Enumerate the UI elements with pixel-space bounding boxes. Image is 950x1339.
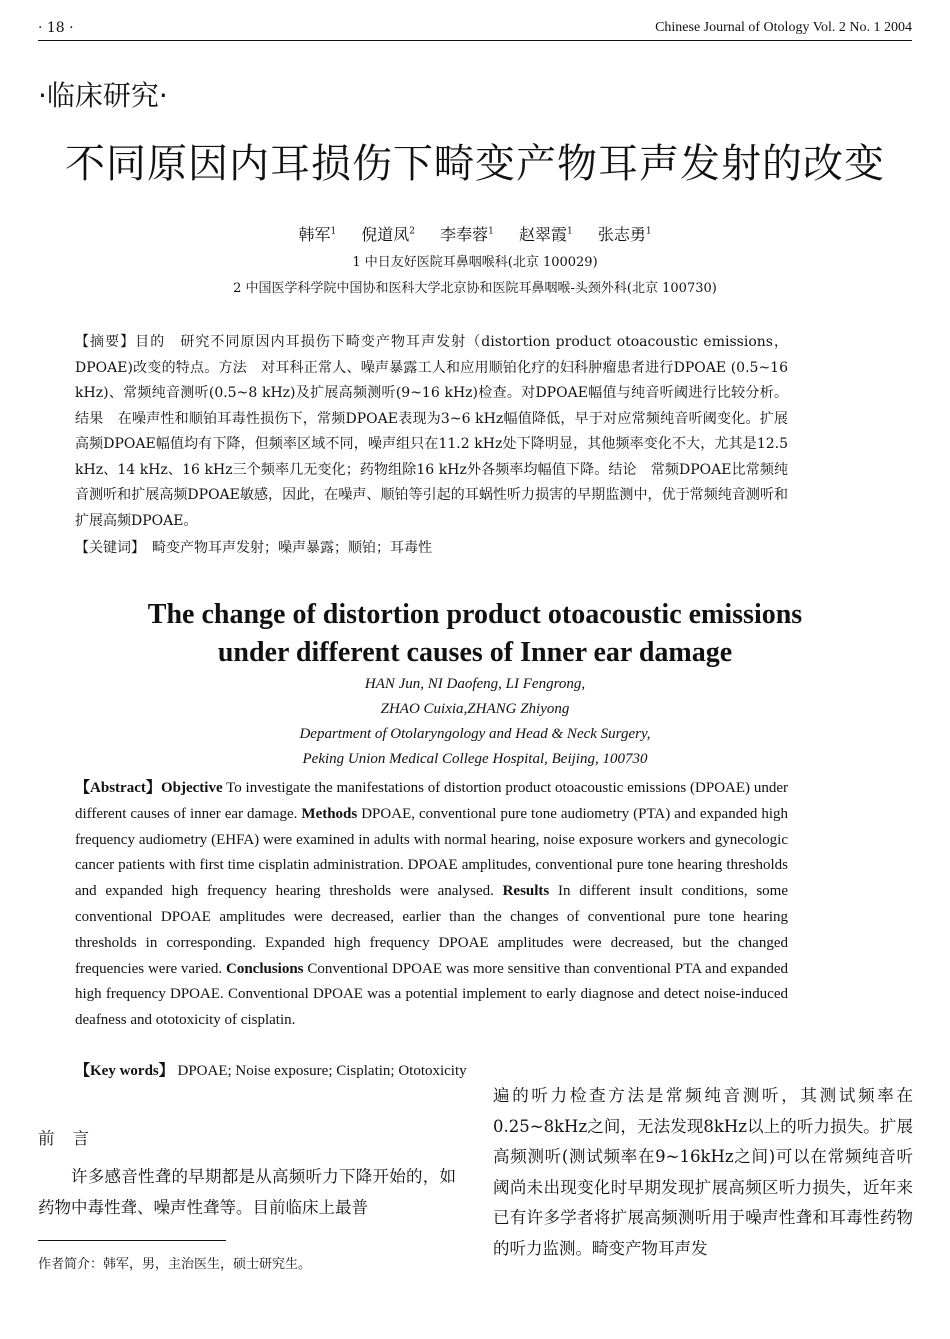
abstract-results: In different insult conditions, some conventional DPOAE amplitudes were decreased, earlier than the changes of conventional pure tone hearing thresholds in corresponding. Expanded high frequency DPOAE amplitudes were decreased, but the changed frequencies were varied. (75, 883, 788, 977)
authors-cn (0, 222, 950, 245)
abstract-objective-label: 【Abstract】Objective (75, 780, 223, 796)
keywords-en (75, 1059, 788, 1080)
header-rule (38, 40, 912, 41)
author-cn: 倪道凤$^2$ (361, 225, 416, 244)
keywords-en-label: 【Key words】 (75, 1063, 174, 1079)
department-en: Department of Otolaryngology and Head & Neck Surgery, (299, 726, 651, 742)
abstract-objective: To investigate the manifestations of distortion product otoacoustic emissions (DPOAE) under different causes of inner ear damage. (75, 780, 788, 822)
section-heading-introduction: 前言 (38, 1129, 107, 1148)
abstract-conclusions: Conventional DPOAE was more sensitive than conventional PTA and expanded high frequency DPOAE. Conventional DPOAE was a potential implement to early diagnose and detect noise-induced deafness and ototoxicity of cisplatin. (75, 960, 788, 1029)
article-title-en (60, 596, 890, 672)
hospital-en: Peking Union Medical College Hospital, Beijing, 100730 (302, 751, 648, 767)
author-cn: 李奉蓉$^1$ (440, 225, 494, 244)
running-header (38, 20, 912, 40)
abstract-methods-label: Methods (301, 805, 358, 822)
body-text-left: 许多感音性聋的早期都是从高频听力下降开始的，如药物中毒性聋、噪声性聋等。目前临床上最普 (38, 1167, 456, 1217)
author-footnote: 作者简介：韩军，男，主治医生，硕士研究生。 (38, 1257, 312, 1272)
page-number: · 18 · (38, 20, 74, 36)
abstract-methods: DPOAE, conventional pure tone audiometry (PTA) and expanded high frequency audiometry (EHFA) were examined in adults with normal hearing, noise exposure workers and gynecologic cancer patients with first time cisplatin administration. DPOAE amplitudes, conventional pure tone hearing thresholds and expanded high frequency hearing thresholds were analysed. (75, 805, 788, 900)
abstract-conclusions-label: Conclusions (225, 960, 304, 977)
journal-citation: Chinese Journal of Otology Vol. 2 No. 1 2004 (655, 20, 912, 35)
abstract-results-label: Results (502, 883, 550, 900)
authors-en-line: ZHAO Cuixia,ZHANG Zhiyong (380, 701, 570, 717)
article-title-cn: 不同原因内耳损伤下畸变产物耳声发射的改变 (65, 141, 885, 187)
title-en-line: under different causes of Inner ear damage (217, 637, 733, 668)
author-cn: 韩军$^1$ (298, 225, 337, 244)
keywords-cn: 【关键词】 畸变产物耳声发射；噪声暴露；顺铂；耳毒性 (75, 540, 432, 556)
title-en-line: The change of distortion product otoacoustic emissions (147, 599, 803, 630)
body-text-right: 遍的听力检查方法是常频纯音测听，其测试频率在0.25~8kHz之间，无法发现8kHz以上的听力损失。扩展高频测听(测试频率在9~16kHz之间)可以在常频纯音听阈尚未出现变化时早期发现扩展高频区听力损失，近年来已有许多学者将扩展高频测听用于噪声性聋和耳毒性药物的听力监测。畸变产物耳声发 (493, 1086, 913, 1258)
abstract-en (75, 776, 788, 1034)
authors-en-line: HAN Jun, NI Daofeng, LI Fengrong, (364, 676, 586, 692)
affiliation-cn-1: 1 中日友好医院耳鼻咽喉科(北京 100029) (352, 255, 598, 270)
section-tag: ·临床研究· (38, 79, 168, 112)
abstract-cn: 【摘要】目的 研究不同原因内耳损伤下畸变产物耳声发射（distortion product otoacoustic emissions，DPOAE)改变的特点。方法 对耳科正常人、噪声暴露工人和应用顺铂化疗的妇科肿瘤患者进行DPOAE (0.5~16 kHz)、常频纯音测听(0.5~8 kHz)及扩展高频测听(9~16 kHz)检查。对DPOAE幅值与纯音听阈进行比较分析。结果 在噪声性和顺铂耳毒性损伤下，常频DPOAE表现为3~6 kHz幅值降低，早于对应常频纯音听阈变化。扩展高频DPOAE幅值均有下降，但频率区域不同，噪声组只在11.2 kHz处下降明显，其他频率变化不大，尤其是12.5 kHz、14 kHz、16 kHz三个频率几无变化；药物组除16 kHz外各频率均幅值下降。结论 常频DPOAE比常频纯音测听和扩展高频DPOAE敏感，因此，在噪声、顺铂等引起的耳蜗性听力损害的早期监测中，优于常频纯音测听和扩展高频DPOAE。 (75, 334, 788, 529)
keywords-en-text: DPOAE; Noise exposure; Cisplatin; Ototoxicity (173, 1063, 467, 1079)
affiliation-cn-2: 2 中国医学科学院中国协和医科大学北京协和医院耳鼻咽喉-头颈外科(北京 100730) (233, 281, 717, 296)
author-cn: 赵翠霞$^1$ (518, 225, 573, 244)
author-cn: 张志勇$^1$ (597, 225, 652, 244)
footnote-rule (38, 1240, 226, 1241)
